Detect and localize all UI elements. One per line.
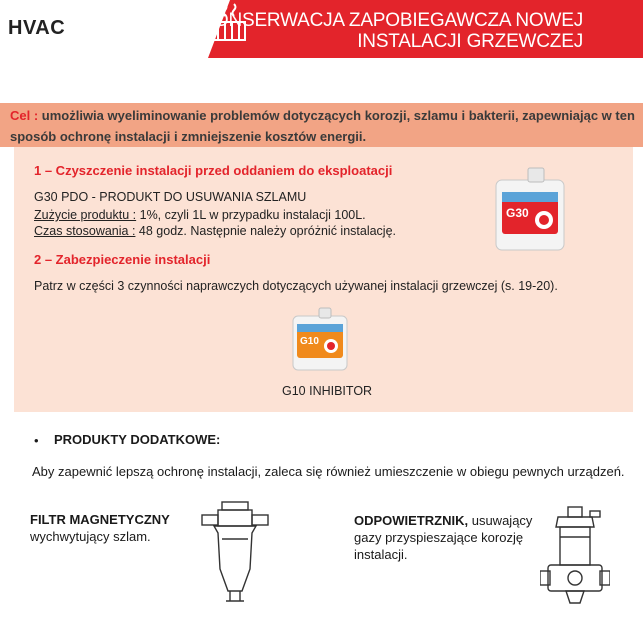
extras-text: Aby zapewnić lepszą ochronę instalacji, zaleca się również umieszczenie w obiegu pewnych urządzeń. xyxy=(32,464,625,479)
magnetic-filter-image xyxy=(200,499,272,607)
section1-title: 1 – Czyszczenie instalacji przed oddaniem do eksploatacji xyxy=(34,163,393,178)
usage-line xyxy=(34,208,366,222)
filter-description: wychwytujący szlam. xyxy=(30,529,151,544)
g10-bottle-label: G10 xyxy=(300,336,319,347)
time-line xyxy=(34,224,396,238)
time-value: 48 godz. Następnie należy opróżnić instalację. xyxy=(135,224,397,238)
bullet-icon: • xyxy=(34,433,39,448)
page-title-line2: INSTALACJI GRZEWCZEJ xyxy=(357,31,583,52)
g10-product-label: G10 INHIBITOR xyxy=(282,384,373,398)
goal-text xyxy=(10,105,638,147)
radiator-icon xyxy=(208,0,248,42)
deaerator-image xyxy=(540,505,610,609)
filter-title: FILTR MAGNETYCZNY xyxy=(30,512,170,527)
deaerator-description: usuwający gazy przyspieszające korozję instalacji. xyxy=(354,513,533,562)
deaerator-title: ODPOWIETRZNIK, xyxy=(354,513,469,528)
g30-bottle-label: G30 xyxy=(506,206,529,220)
g30-product-name: G30 PDO - PRODUKT DO USUWANIA SZLAMU xyxy=(34,190,307,204)
goal-label: Cel : xyxy=(10,108,39,123)
extras-heading: PRODUKTY DODATKOWE: xyxy=(54,432,221,447)
deaerator-block xyxy=(354,512,549,563)
usage-label: Zużycie produktu : xyxy=(34,208,137,222)
g30-bottle-image xyxy=(488,162,570,254)
title-banner xyxy=(201,0,643,58)
time-label: Czas stosowania : xyxy=(34,224,136,238)
usage-value: 1%, czyli 1L w przypadku instalacji 100L. xyxy=(136,208,366,222)
g10-bottle-image xyxy=(289,306,351,372)
brand-label: HVAC xyxy=(8,17,66,39)
section2-text: Patrz w części 3 czynności naprawczych dotyczących używanej instalacji grzewczej (s. 19-20). xyxy=(34,279,558,293)
page-title-line1: KONSERWACJA ZAPOBIEGAWCZA NOWEJ xyxy=(201,10,583,31)
goal-description: umożliwia wyeliminowanie problemów dotyczących korozji, szlamu i bakterii, zapewniając w ten sposób ochronę instalacji i zmniejszenie kosztów energii. xyxy=(10,108,635,144)
section2-title: 2 – Zabezpieczenie instalacji xyxy=(34,252,211,267)
